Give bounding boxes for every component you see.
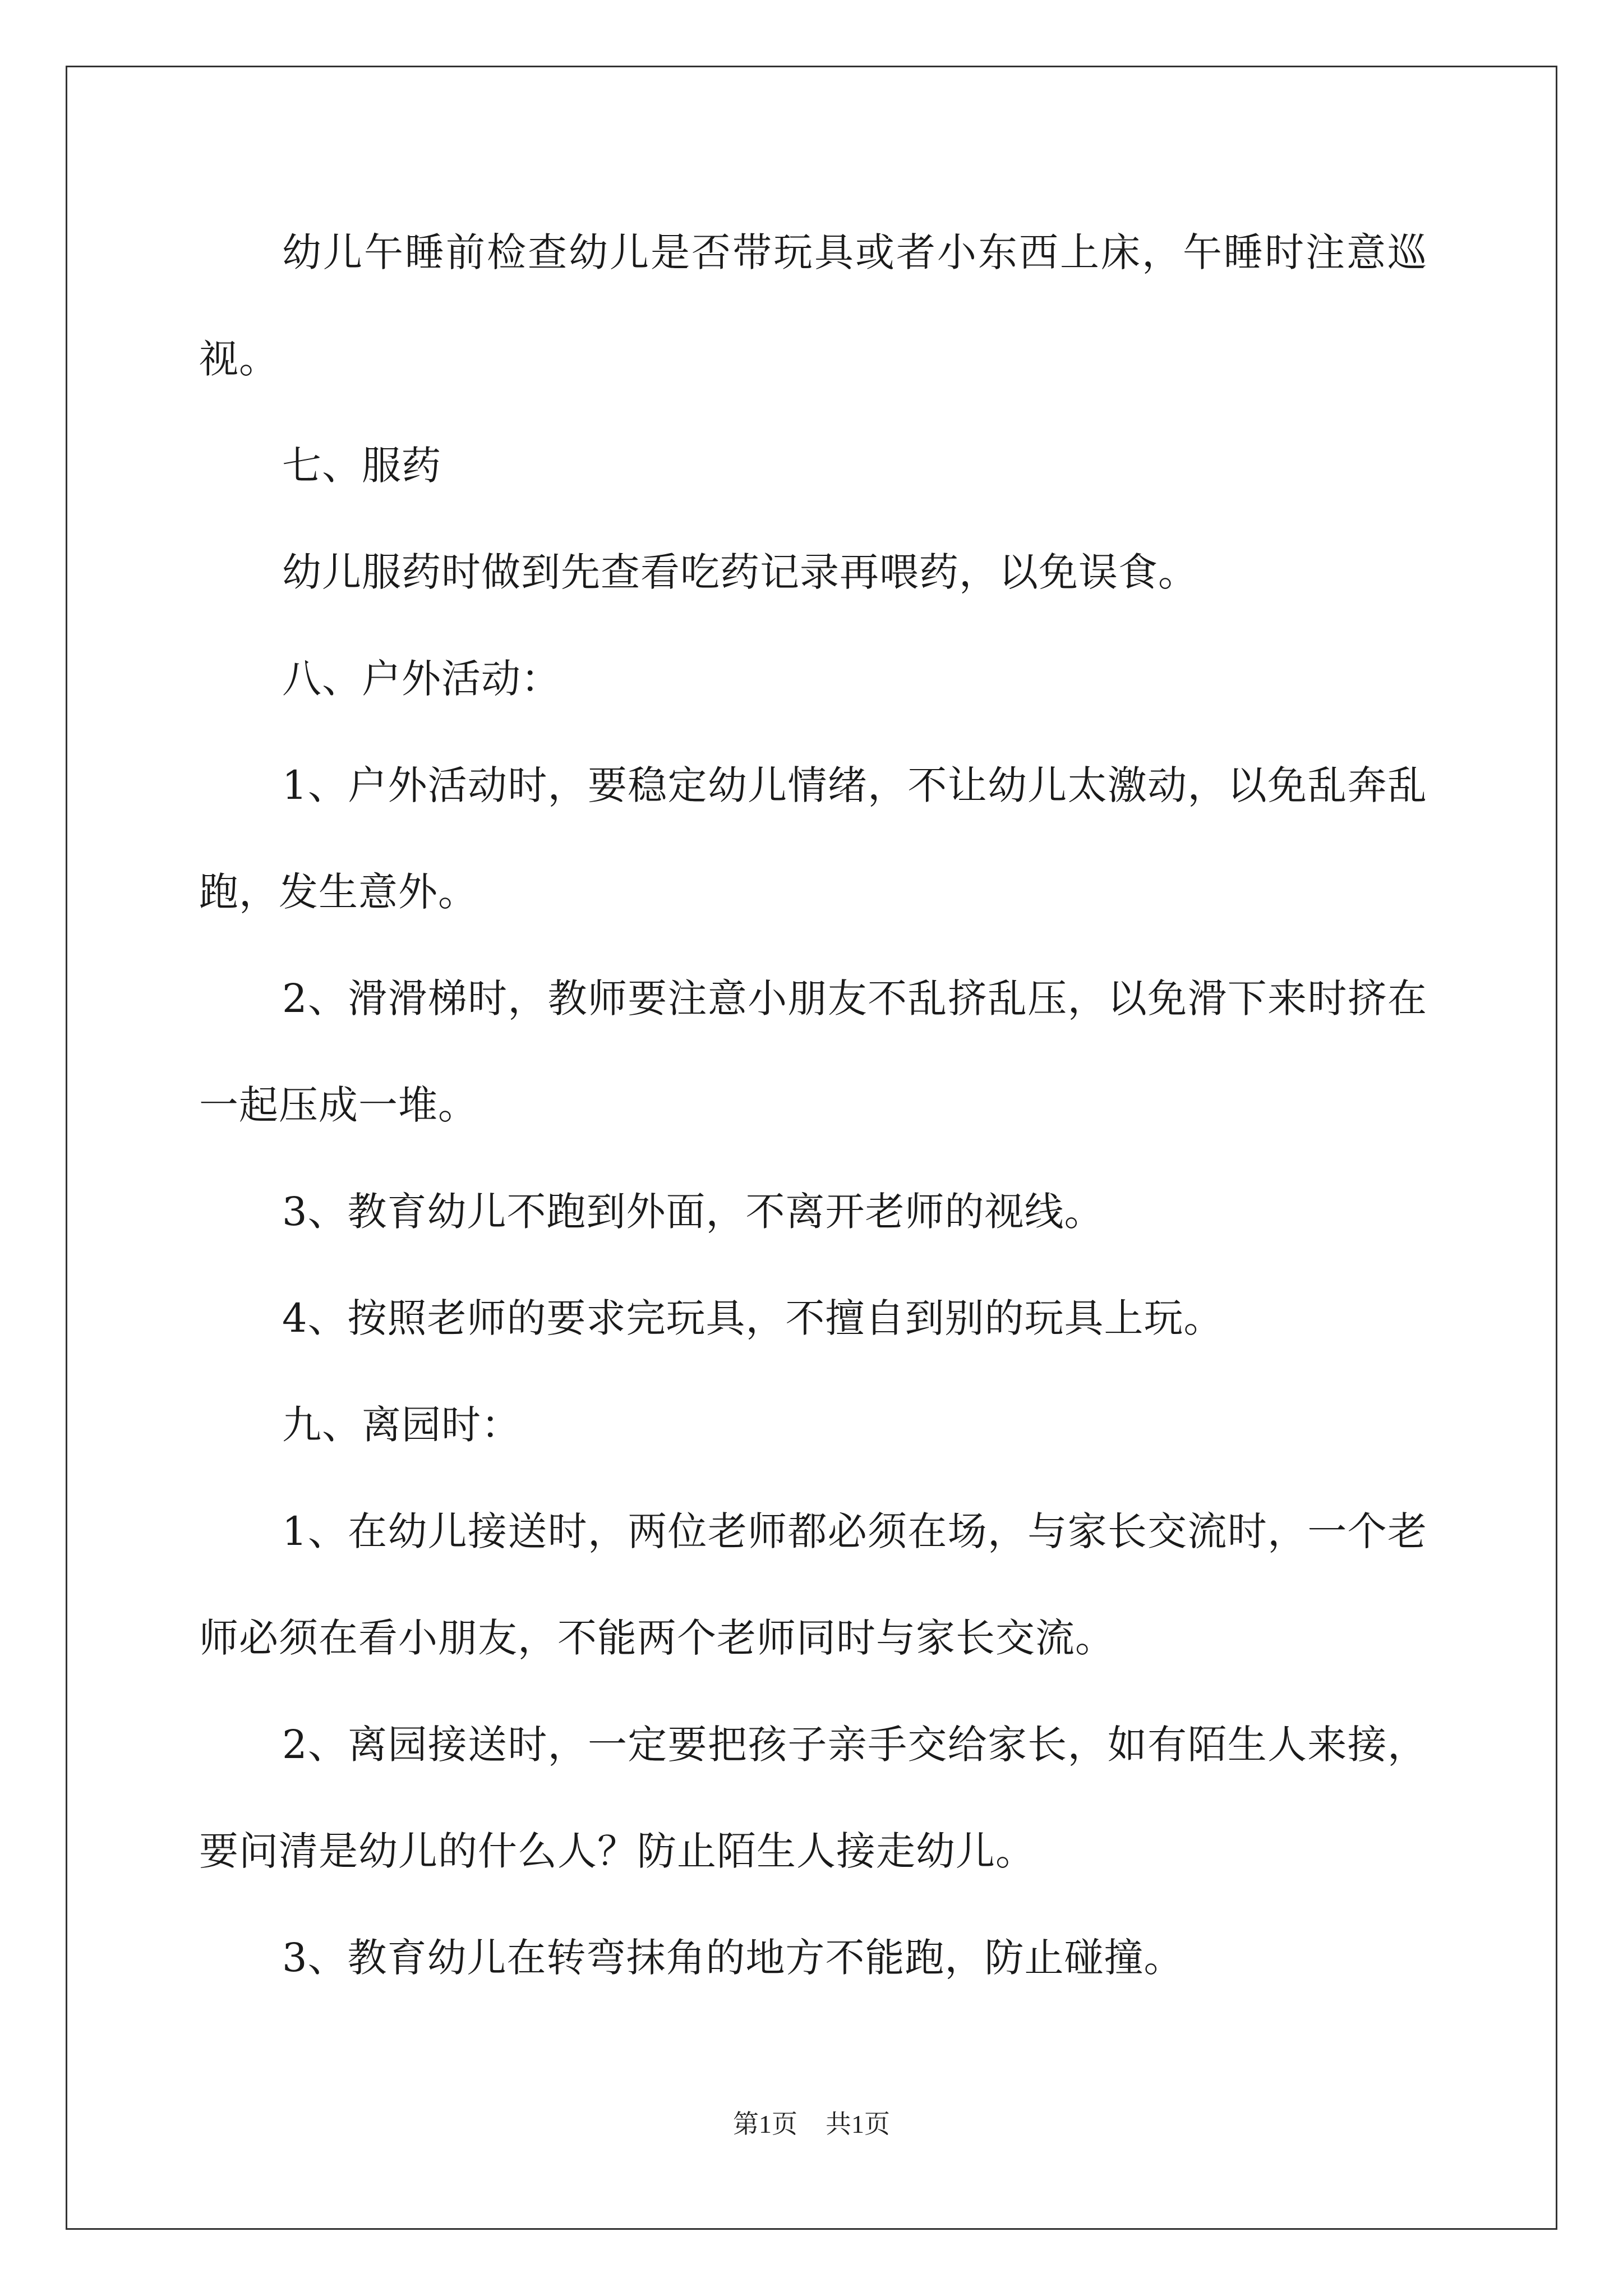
document-body [199, 199, 1427, 2011]
page-number: 第1页 [733, 2110, 797, 2138]
section-heading: 七、服药 [282, 443, 441, 489]
list-item: 3、教育幼儿不跑到外面，不离开老师的视线。 [282, 1189, 1104, 1235]
list-item: 2、离园接送时，一定要把孩子亲手交给家长，如有陌生人来接，要问清是幼儿的什么人？防止陌生人接走幼儿。 [199, 1722, 1427, 1874]
list-item: 1、户外活动时，要稳定幼儿情绪，不让幼儿太激动，以免乱奔乱跑，发生意外。 [199, 762, 1427, 915]
paragraph: 幼儿午睡前检查幼儿是否带玩具或者小东西上床，午睡时注意巡视。 [199, 229, 1427, 382]
page-footer [0, 2104, 1623, 2141]
list-item: 4、按照老师的要求完玩具，不擅自到别的玩具上玩。 [282, 1295, 1224, 1341]
section-heading: 九、离园时： [282, 1402, 521, 1448]
list-item: 1、在幼儿接送时，两位老师都必须在场，与家长交流时，一个老师必须在看小朋友，不能两个老师同时与家长交流。 [199, 1508, 1427, 1661]
page-total: 共1页 [826, 2110, 890, 2138]
list-item: 2、滑滑梯时，教师要注意小朋友不乱挤乱压，以免滑下来时挤在一起压成一堆。 [199, 976, 1427, 1128]
list-item: 3、教育幼儿在转弯抹角的地方不能跑，防止碰撞。 [282, 1935, 1184, 1981]
section-heading: 八、户外活动： [282, 656, 561, 702]
paragraph: 幼儿服药时做到先查看吃药记录再喂药，以免误食。 [282, 549, 1198, 595]
